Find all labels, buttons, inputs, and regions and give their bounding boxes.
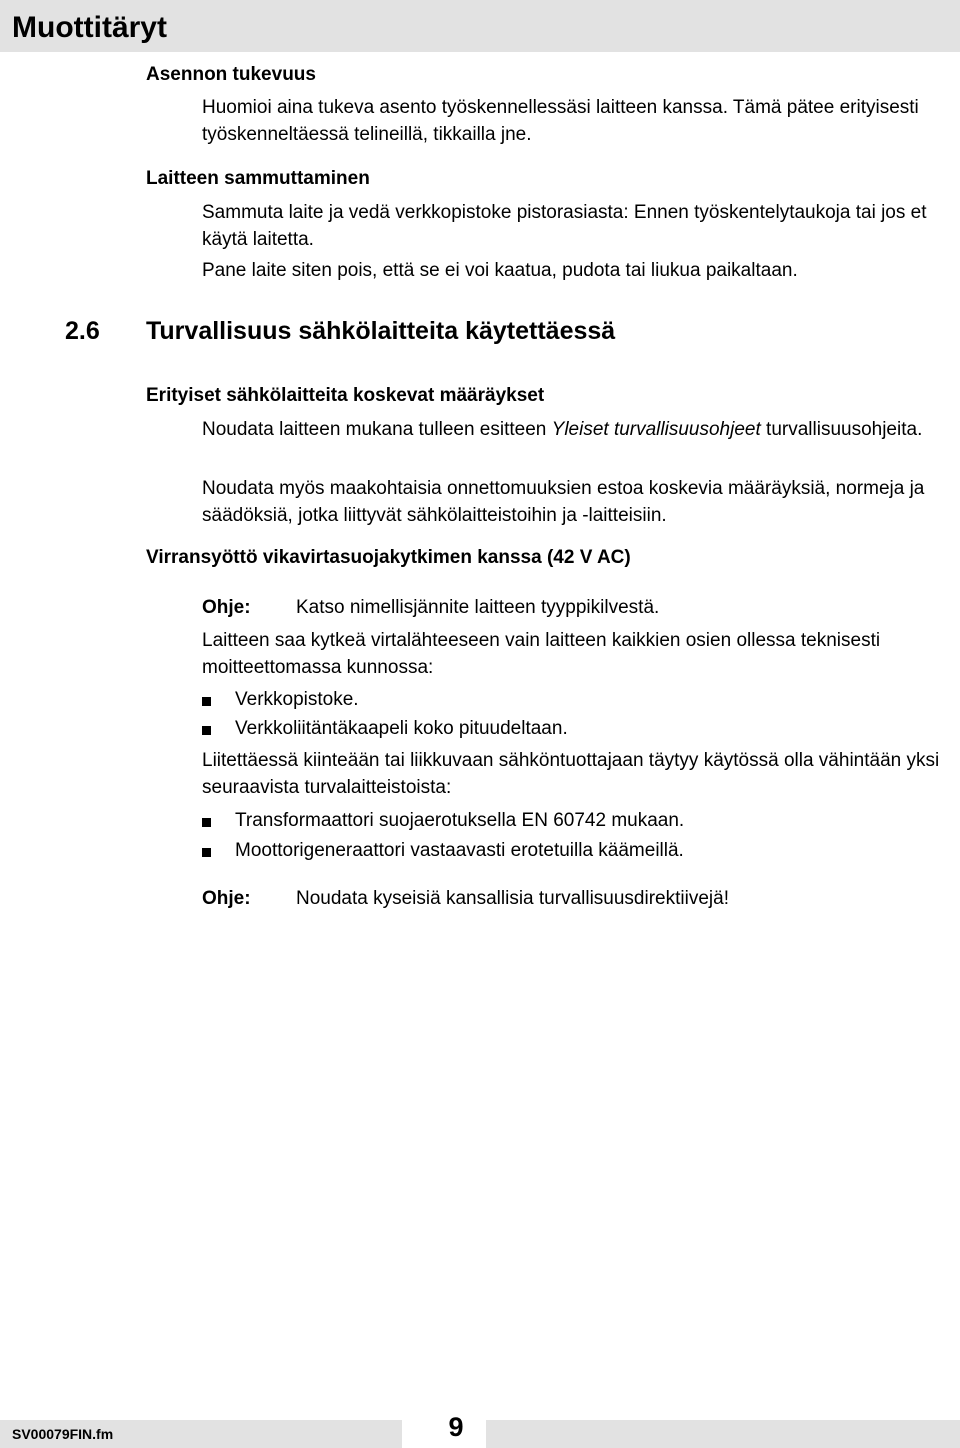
section-number: 2.6 xyxy=(65,317,100,345)
bullet-square-icon xyxy=(202,848,211,857)
special-text-prefix: Noudata laitteen mukana tulleen esitteen xyxy=(202,419,552,440)
footer-bar-right xyxy=(486,1420,960,1448)
stability-text: Huomioi aina tukeva asento työskennellessäsi laitteen kanssa. Tämä pätee erityisesti työskenneltäessä telineillä, tikkailla jne. xyxy=(202,97,919,145)
note-text-2: Noudata kyseisiä kansallisia turvallisuusdirektiivejä! xyxy=(296,888,729,909)
list-item-text: Verkkoliitäntäkaapeli koko pituudeltaan. xyxy=(235,718,568,739)
shutdown-heading: Laitteen sammuttaminen xyxy=(146,168,370,189)
note-label-1: Ohje: xyxy=(202,597,251,618)
power-supply-heading: Virransyöttö vikavirtasuojakytkimen kanssa (42 V AC) xyxy=(146,547,631,568)
list-item-text: Moottorigeneraattori vastaavasti erotetuilla käämeillä. xyxy=(235,840,684,861)
bullet-square-icon xyxy=(202,726,211,735)
list-item-text: Verkkopistoke. xyxy=(235,689,359,710)
bullet-square-icon xyxy=(202,818,211,827)
special-text-suffix: turvallisuusohjeita. xyxy=(760,419,923,440)
power-text-1: Laitteen saa kytkeä virtalähteeseen vain laitteen kaikkien osien ollessa teknisesti moitteettomassa kunnossa: xyxy=(202,630,881,678)
shutdown-text-2: Pane laite siten pois, että se ei voi kaatua, pudota tai liukua paikaltaan. xyxy=(202,260,798,281)
footer-filename: SV00079FIN.fm xyxy=(12,1426,114,1442)
note-label-2: Ohje: xyxy=(202,888,251,909)
bullet-square-icon xyxy=(202,697,211,706)
shutdown-text-1: Sammuta laite ja vedä verkkopistoke pistorasiasta: Ennen työskentelytaukoja tai jos et käytä laitetta. xyxy=(202,202,927,250)
section-title: Turvallisuus sähkölaitteita käytettäessä xyxy=(146,317,616,345)
note-text-1: Katso nimellisjännite laitteen tyyppikilvestä. xyxy=(296,597,660,618)
page-number: 9 xyxy=(448,1412,464,1442)
list-item-text: Transformaattori suojaerotuksella EN 60742 mukaan. xyxy=(235,810,685,831)
power-text-2: Liitettäessä kiinteään tai liikkuvaan sähköntuottajaan täytyy käytössä olla vähintään yksi seuraavista turvalaitteistoista: xyxy=(202,750,940,798)
special-regulations-text-1 xyxy=(202,416,954,443)
stability-heading: Asennon tukevuus xyxy=(146,64,316,85)
brochure-title: Yleiset turvallisuusohjeet xyxy=(551,419,761,440)
special-regulations-heading: Erityiset sähkölaitteita koskevat määräykset xyxy=(146,385,545,406)
special-regulations-text-2: Noudata myös maakohtaisia onnettomuuksien estoa koskevia määräyksiä, normeja ja säädöksiä, jotka liittyvät sähkölaitteistoihin ja -laitteisiin. xyxy=(202,478,925,526)
page-title: Muottitäryt xyxy=(12,11,167,44)
